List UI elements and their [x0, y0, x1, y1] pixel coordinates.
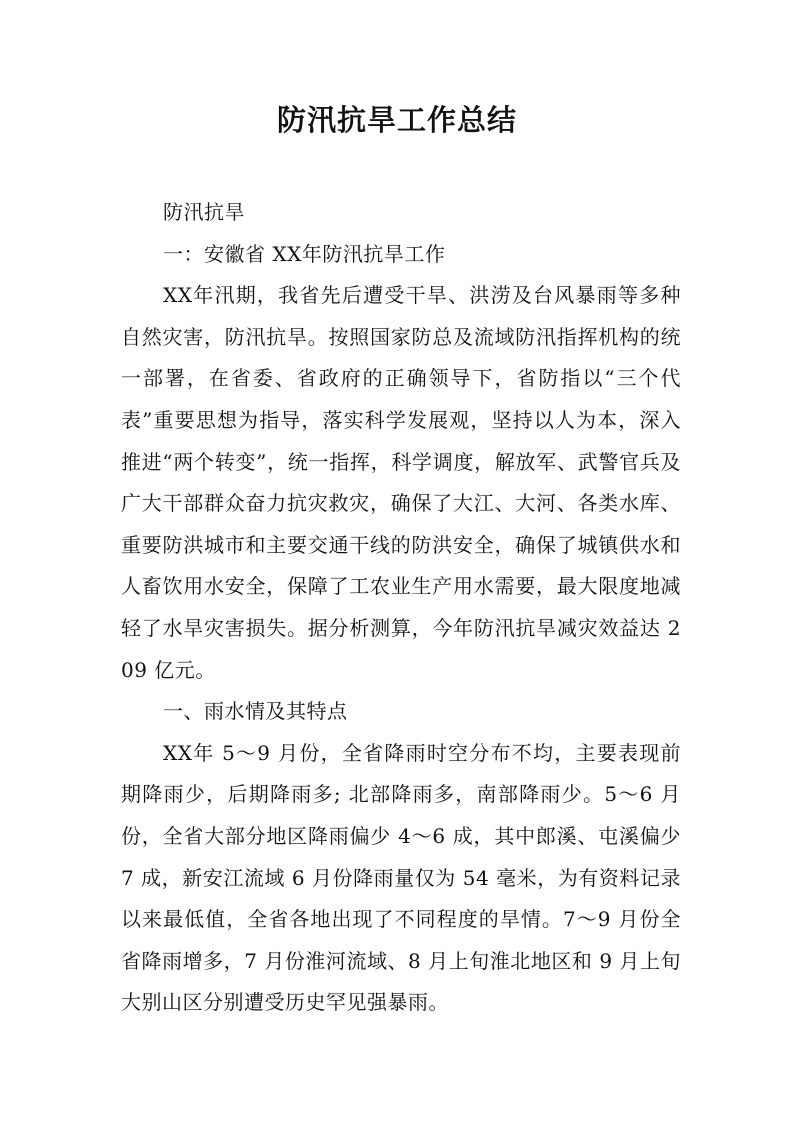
paragraph-summary: XX年汛期，我省先后遭受干旱、洪涝及台风暴雨等多种自然灾害，防汛抗旱。按照国家防总及流域防汛指挥机构的统一部署，在省委、省政府的正确领导下，省防指以“三个代表”重要思想为指导，落实科学发展观，坚持以人为本，深入推进“两个转变”，统一指挥，科学调度，解放军、武警官兵及广大干部群众奋力抗灾救灾，确保了大江、大河、各类水库、重要防洪城市和主要交通干线的防洪安全，确保了城镇供水和人畜饮用水安全，保障了工农业生产用水需要，最大限度地减轻了水旱灾害损失。据分析测算，今年防汛抗旱减灾效益达 209 亿元。: [121, 283, 681, 682]
paragraph-section-heading: 一：安徽省 XX年防汛抗旱工作: [163, 241, 446, 266]
paragraph-subheading-rainfall: 一、雨水情及其特点: [163, 699, 348, 724]
paragraph-heading-topic: 防汛抗旱: [163, 200, 245, 224]
document-title: 防汛抗旱工作总结: [276, 103, 517, 137]
document-body: [121, 192, 681, 1024]
paragraph-rainfall-details: XX年 5～9 月份，全省降雨时空分布不均，主要表现前期降雨少，后期降雨多; 北部降雨多，南部降雨少。5～6 月份，全省大部分地区降雨偏少 4～6 成，其中郎溪、屯溪偏少 7 成，新安江流域 6 月份降雨量仅为 54 毫米，为有资料记录以来最低值，全省各地出现了不同程度的旱情。7～9 月份全省降雨增多，7 月份淮河流域、8 月上旬淮北地区和 9 月上旬大别山区分别遭受历史罕见强暴雨。: [121, 740, 681, 1015]
